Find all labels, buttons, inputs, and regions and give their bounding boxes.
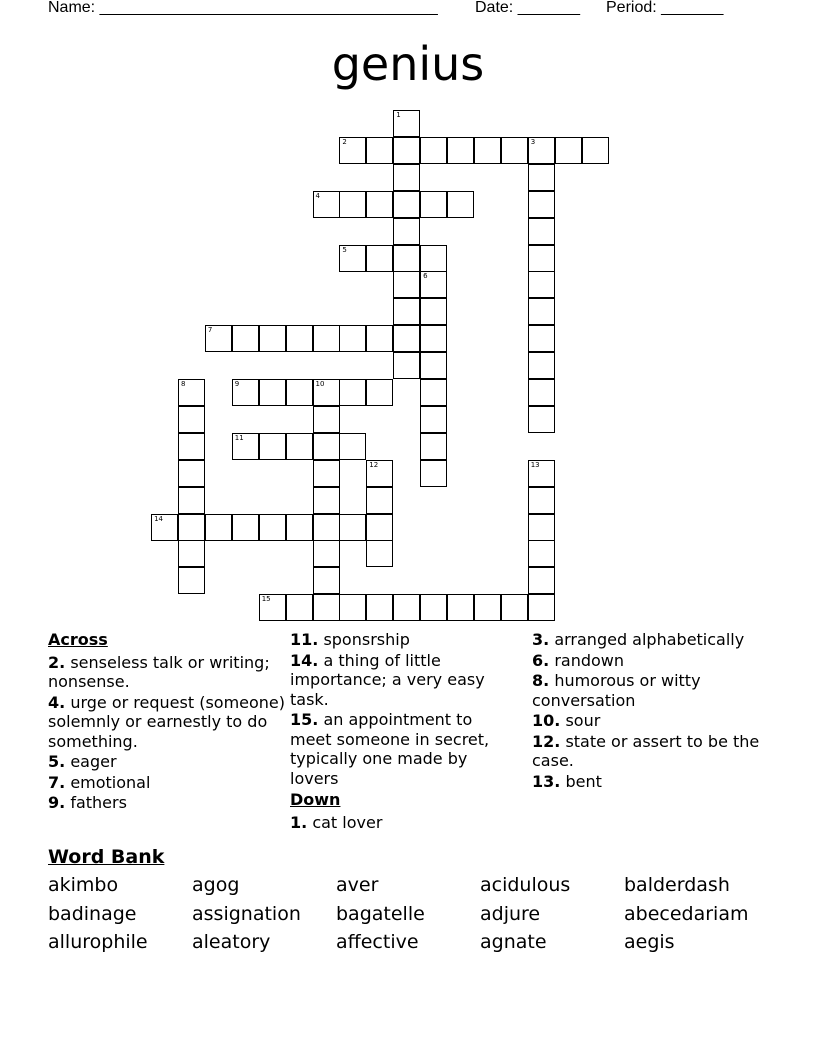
grid-cell[interactable] bbox=[339, 594, 366, 621]
across-heading: Across bbox=[48, 630, 108, 649]
grid-cell[interactable] bbox=[178, 567, 205, 594]
word-bank-item: aleatory bbox=[192, 931, 271, 953]
grid-cell[interactable] bbox=[313, 406, 340, 433]
grid-cell[interactable] bbox=[420, 433, 447, 460]
date-field[interactable]: Date: _______ bbox=[475, 0, 580, 16]
grid-cell[interactable] bbox=[393, 245, 420, 272]
grid-cell[interactable] bbox=[259, 379, 286, 406]
word-bank-item: abecedariam bbox=[624, 902, 749, 925]
grid-cell[interactable] bbox=[313, 567, 340, 594]
clue-down-3: 3. arranged alphabetically bbox=[532, 630, 745, 649]
word-bank-item: allurophile bbox=[48, 931, 148, 953]
grid-cell[interactable] bbox=[313, 433, 340, 460]
grid-cell[interactable] bbox=[178, 540, 205, 567]
grid-cell[interactable] bbox=[366, 540, 393, 567]
grid-cell[interactable] bbox=[339, 325, 366, 352]
grid-cell[interactable] bbox=[205, 514, 232, 541]
word-bank-item: balderdash bbox=[624, 874, 730, 896]
grid-cell[interactable] bbox=[366, 379, 393, 406]
grid-cell[interactable] bbox=[178, 514, 205, 541]
down-heading: Down bbox=[290, 790, 341, 809]
grid-cell[interactable] bbox=[393, 164, 420, 191]
grid-cell[interactable] bbox=[420, 352, 447, 379]
clue-column-1 bbox=[48, 630, 288, 814]
grid-cell[interactable] bbox=[528, 406, 555, 433]
clue-number: 3 bbox=[530, 137, 536, 146]
clue-down-10: 10. sour bbox=[532, 711, 601, 730]
grid-cell[interactable] bbox=[339, 433, 366, 460]
clue-across-4: 4. urge or request (someone) solemnly or earnestly to do something. bbox=[48, 692, 286, 751]
grid-cell[interactable] bbox=[528, 298, 555, 325]
clue-number: 7 bbox=[207, 326, 213, 335]
grid-cell[interactable] bbox=[313, 325, 340, 352]
word-bank-item: akimbo bbox=[48, 874, 119, 896]
grid-cell[interactable] bbox=[528, 487, 555, 514]
grid-cell[interactable] bbox=[366, 594, 393, 621]
clue-number: 13 bbox=[530, 460, 540, 469]
clue-across-2: 2. senseless talk or writing; nonsense. bbox=[48, 652, 270, 691]
clue-down-13: 13. bent bbox=[532, 771, 602, 791]
clue-number: 2 bbox=[342, 137, 347, 146]
clue-number: 10 bbox=[315, 380, 325, 388]
grid-cell[interactable] bbox=[528, 245, 555, 272]
grid-cell[interactable] bbox=[420, 379, 447, 406]
grid-cell[interactable] bbox=[366, 325, 393, 352]
clue-across-5: 5. eager bbox=[48, 752, 117, 771]
clue-across-9: 9. fathers bbox=[48, 793, 127, 812]
clue-column-2 bbox=[290, 630, 515, 833]
grid-cell[interactable] bbox=[366, 137, 393, 164]
clue-down-8: 8. humorous or witty conversation bbox=[532, 671, 701, 710]
grid-cell[interactable] bbox=[178, 460, 205, 487]
grid-cell[interactable] bbox=[528, 379, 555, 406]
clue-number: 5 bbox=[342, 245, 347, 254]
grid-cell[interactable] bbox=[528, 271, 555, 298]
grid-cell[interactable] bbox=[447, 594, 474, 621]
grid-cell[interactable] bbox=[528, 594, 555, 621]
word-bank-item: assignation bbox=[192, 902, 301, 925]
grid-cell[interactable] bbox=[339, 379, 366, 406]
grid-cell[interactable] bbox=[178, 406, 205, 433]
grid-cell[interactable] bbox=[259, 325, 286, 352]
grid-cell[interactable] bbox=[286, 594, 313, 621]
word-bank-item: agog bbox=[192, 874, 240, 896]
grid-cell[interactable] bbox=[420, 460, 447, 487]
grid-cell[interactable] bbox=[474, 137, 501, 164]
grid-cell[interactable] bbox=[474, 594, 501, 621]
grid-cell[interactable] bbox=[420, 137, 447, 164]
clue-number: 12 bbox=[369, 460, 379, 469]
grid-cell[interactable] bbox=[420, 325, 447, 352]
grid-cell[interactable] bbox=[393, 137, 420, 164]
grid-cell[interactable] bbox=[178, 487, 205, 514]
clue-number: 1 bbox=[396, 111, 401, 119]
grid-cell[interactable] bbox=[259, 433, 286, 460]
grid-cell[interactable] bbox=[447, 137, 474, 164]
grid-cell[interactable] bbox=[286, 433, 313, 460]
clue-number: 8 bbox=[181, 380, 186, 388]
grid-cell[interactable] bbox=[420, 594, 447, 621]
grid-cell[interactable] bbox=[528, 540, 555, 567]
grid-cell[interactable] bbox=[528, 164, 555, 191]
grid-cell[interactable] bbox=[528, 191, 555, 218]
period-field[interactable]: Period: _______ bbox=[606, 0, 724, 16]
grid-cell[interactable] bbox=[528, 218, 555, 245]
grid-cell[interactable] bbox=[286, 379, 313, 406]
grid-cell[interactable] bbox=[393, 271, 420, 298]
clue-number: 4 bbox=[315, 191, 320, 200]
grid-cell[interactable] bbox=[313, 487, 340, 514]
clue-across-11: 11. sponsrship bbox=[290, 630, 410, 649]
clue-number: 11 bbox=[234, 433, 244, 442]
grid-cell[interactable] bbox=[339, 191, 366, 218]
grid-cell[interactable] bbox=[528, 567, 555, 594]
grid-cell[interactable] bbox=[528, 325, 555, 352]
grid-cell[interactable] bbox=[313, 594, 340, 621]
word-bank-heading: Word Bank bbox=[48, 846, 165, 868]
grid-cell[interactable] bbox=[339, 514, 366, 541]
grid-cell[interactable] bbox=[286, 325, 313, 352]
grid-cell[interactable] bbox=[178, 433, 205, 460]
grid-cell[interactable] bbox=[420, 245, 447, 272]
word-bank-item: aver bbox=[336, 874, 379, 896]
grid-cell[interactable] bbox=[420, 298, 447, 325]
grid-cell[interactable] bbox=[232, 514, 259, 541]
word-bank-item: bagatelle bbox=[336, 902, 425, 925]
grid-cell[interactable] bbox=[232, 325, 259, 352]
grid-cell[interactable] bbox=[420, 406, 447, 433]
clue-down-12: 12. state or assert to be the case. bbox=[532, 731, 760, 770]
clue-across-15: 15. an appointment to meet someone in secret, typically one made by lovers bbox=[290, 710, 490, 788]
grid-cell[interactable] bbox=[393, 325, 420, 352]
grid-cell[interactable] bbox=[582, 137, 609, 164]
grid-cell[interactable] bbox=[501, 594, 528, 621]
grid-cell[interactable] bbox=[393, 298, 420, 325]
grid-cell[interactable] bbox=[286, 514, 313, 541]
grid-cell[interactable] bbox=[528, 514, 555, 541]
clue-number: 14 bbox=[154, 514, 164, 523]
name-field[interactable]: Name: ______________________________________ bbox=[48, 0, 438, 16]
word-bank-item: affective bbox=[336, 931, 419, 953]
grid-cell[interactable] bbox=[366, 514, 393, 541]
grid-cell[interactable] bbox=[313, 540, 340, 567]
word-bank-item: adjure bbox=[480, 902, 541, 925]
grid-cell[interactable] bbox=[393, 594, 420, 621]
grid-cell[interactable] bbox=[555, 137, 582, 164]
grid-cell[interactable] bbox=[528, 352, 555, 379]
grid-cell[interactable] bbox=[501, 137, 528, 164]
grid-cell[interactable] bbox=[393, 191, 420, 218]
word-bank-item: agnate bbox=[480, 931, 547, 953]
puzzle-title: genius bbox=[331, 37, 485, 91]
grid-cell[interactable] bbox=[259, 514, 286, 541]
clue-number: 9 bbox=[234, 380, 240, 388]
clue-number: 6 bbox=[423, 272, 428, 281]
grid-cell[interactable] bbox=[393, 218, 420, 245]
grid-cell[interactable] bbox=[447, 191, 474, 218]
grid-cell[interactable] bbox=[420, 191, 447, 218]
clue-down-1: 1. cat lover bbox=[290, 812, 383, 832]
grid-cell[interactable] bbox=[313, 514, 340, 541]
word-bank-item: aegis bbox=[624, 931, 675, 953]
grid-cell[interactable] bbox=[366, 191, 393, 218]
grid-cell[interactable] bbox=[366, 487, 393, 514]
clue-across-7: 7. emotional bbox=[48, 772, 151, 792]
clue-across-14: 14. a thing of little importance; a very easy task. bbox=[290, 650, 485, 709]
clue-down-6: 6. randown bbox=[532, 650, 625, 670]
clue-number: 15 bbox=[261, 595, 271, 604]
grid-cell[interactable] bbox=[366, 245, 393, 272]
word-bank-item: badinage bbox=[48, 902, 137, 925]
word-bank-item: acidulous bbox=[480, 874, 571, 896]
grid-cell[interactable] bbox=[393, 352, 420, 379]
clue-column-3 bbox=[532, 630, 772, 792]
grid-cell[interactable] bbox=[313, 460, 340, 487]
word-bank bbox=[48, 874, 788, 954]
